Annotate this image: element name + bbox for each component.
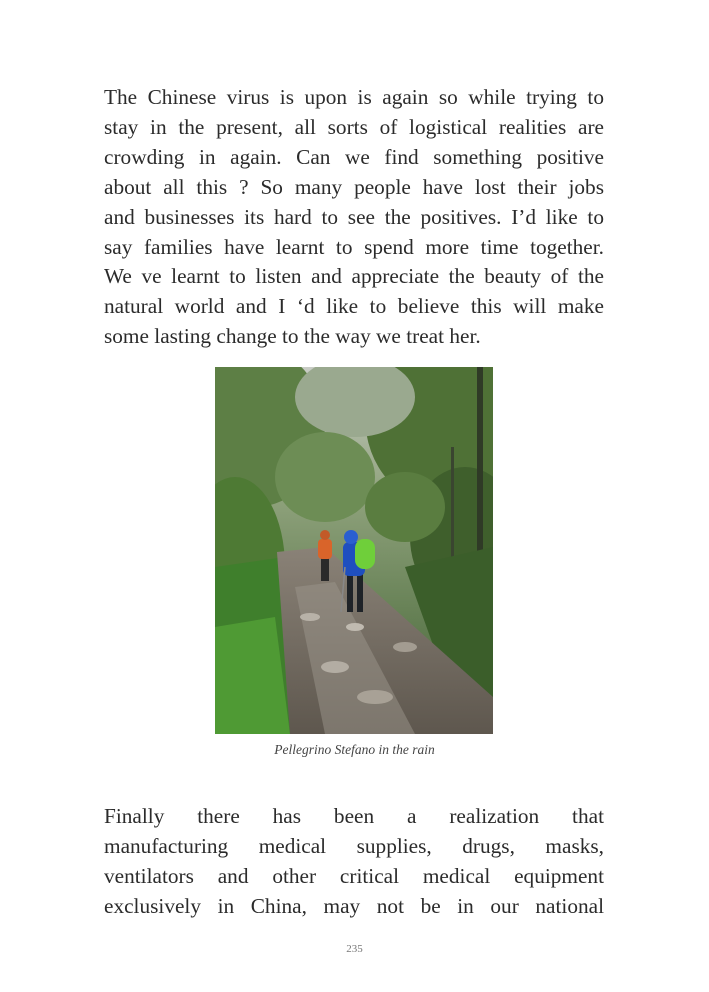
text-line: manufacturing medical supplies, drugs, masks, — [104, 833, 604, 858]
text-line: say families have learnt to spend more time together. — [104, 234, 604, 259]
text-line: Finally there has been a realization that — [104, 804, 604, 828]
text-line: crowding in again. Can we find something positive — [104, 144, 604, 169]
page-number: 235 — [346, 943, 363, 955]
text-line: about all this ? So many people have lost their jobs — [104, 174, 604, 199]
text-line: We ve learnt to listen and appreciate the beauty of the — [104, 264, 604, 289]
text-line: ventilators and other critical medical equipment — [104, 863, 604, 888]
body-paragraph-1 — [104, 83, 604, 352]
text-line: and businesses its hard to see the positives. I’d like to — [104, 204, 604, 229]
text-line: some lasting change to the way we treat her. — [104, 324, 481, 349]
body-paragraph-2 — [104, 802, 604, 922]
text-line: natural world and I ‘d like to believe this will make — [104, 294, 604, 319]
hikers-photo — [215, 367, 493, 734]
text-line: The Chinese virus is upon is again so while trying to — [104, 85, 604, 109]
text-line: exclusively in China, may not be in our national — [104, 893, 604, 918]
text-line: stay in the present, all sorts of logistical realities are — [104, 114, 604, 139]
photo-caption: Pellegrino Stefano in the rain — [274, 742, 435, 757]
